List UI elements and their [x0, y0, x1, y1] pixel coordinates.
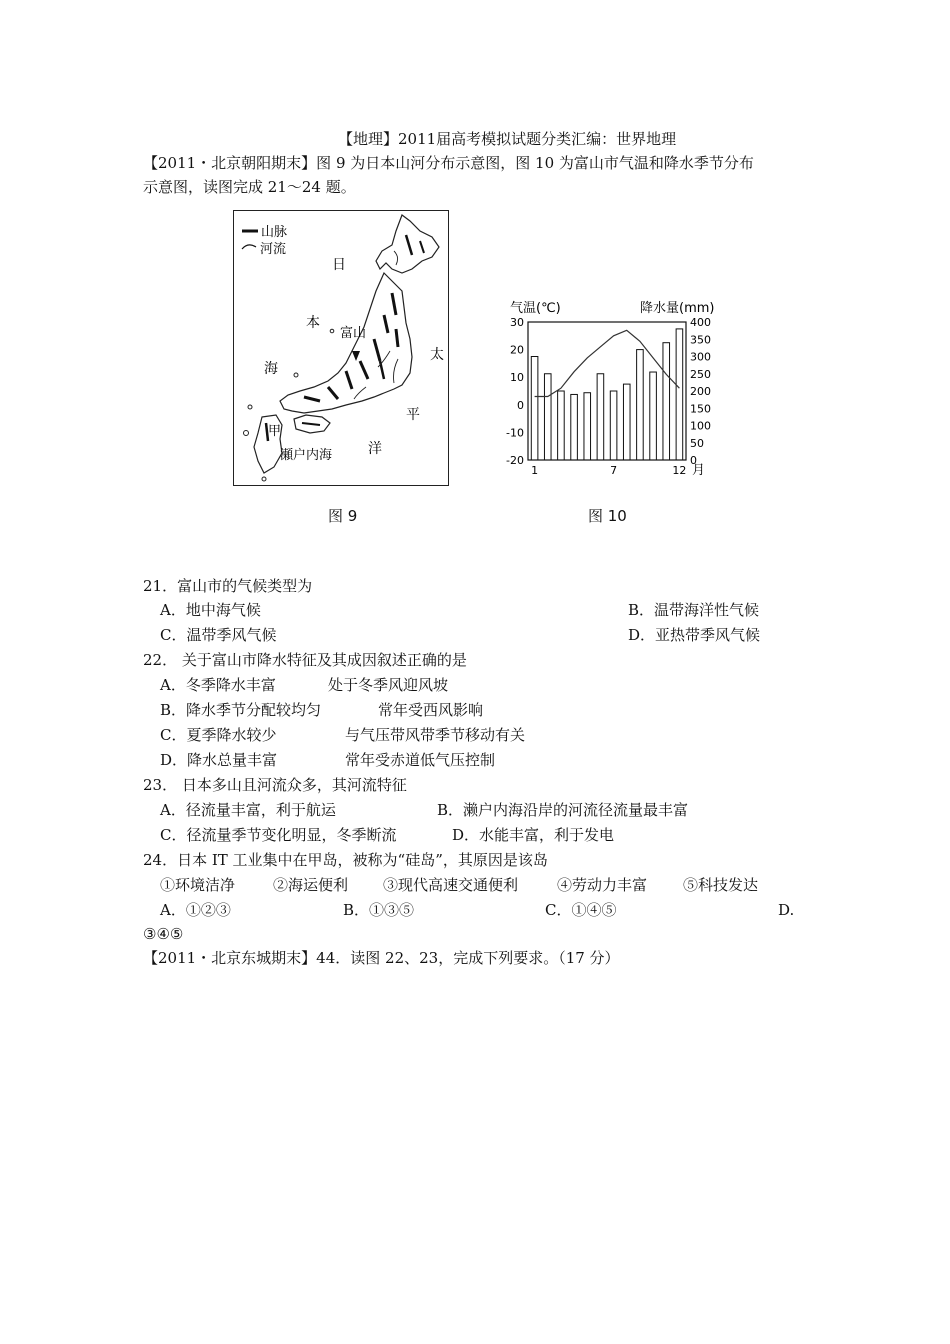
plot-frame [528, 322, 686, 460]
label-ben: 本 [306, 315, 320, 331]
label-hai: 海 [264, 361, 278, 377]
q22-stem: 22． 关于富山市降水特征及其成因叙述正确的是 [143, 651, 467, 669]
intro-line-2: 示意图，读图完成 21～24 题。 [143, 178, 356, 196]
q23-stem: 23． 日本多山且河流众多，其河流特征 [143, 776, 407, 794]
q21-option-a: A．地中海气候 [160, 601, 261, 619]
precipitation-bar [650, 372, 657, 460]
precipitation-bar [623, 384, 630, 460]
q24-option-d-continued: ③④⑤ [143, 925, 184, 943]
right-tick-label: 100 [690, 419, 711, 433]
q22-option-b-reason: 常年受西风影响 [378, 701, 484, 719]
q24-statement-1: ①环境洁净 [160, 876, 236, 894]
figure-9-caption: 图 9 [328, 507, 358, 525]
precipitation-bar [571, 394, 578, 460]
q21-option-b: B．温带海洋性气候 [628, 601, 760, 619]
q24-stem: 24．日本 IT 工业集中在甲岛，被称为“硅岛”，其原因是该岛 [143, 851, 548, 869]
left-axis-title: 气温(℃) [510, 301, 561, 316]
precipitation-bar [558, 391, 565, 460]
precipitation-bar [637, 350, 644, 460]
left-tick-label: -20 [506, 454, 524, 467]
climate-chart-svg [500, 292, 730, 482]
intro-line-1: 【2011・北京朝阳期末】图 9 为日本山河分布示意图，图 10 为富山市气温和降水季节分布 [143, 154, 754, 172]
q24-option-c: C．①④⑤ [545, 901, 617, 919]
legend-river-label: 河流 [260, 242, 287, 257]
q23-option-a: A．径流量丰富，利于航运 [160, 801, 336, 819]
legend-river-symbol [242, 245, 256, 249]
left-tick-label: 0 [517, 398, 524, 412]
right-tick-label: 400 [690, 316, 711, 329]
q22-option-b: B．降水季节分配较均匀 [160, 701, 322, 719]
q24-option-a: A．①②③ [160, 901, 231, 919]
q22-option-d: D．降水总量丰富 [160, 751, 278, 769]
q24-option-b: B．①③⑤ [343, 901, 415, 919]
label-tai: 太 [430, 347, 444, 363]
q22-option-a: A．冬季降水丰富 [160, 676, 276, 694]
precipitation-bar [676, 329, 683, 460]
toyama-marker [352, 351, 360, 361]
q22-option-c: C．夏季降水较少 [160, 726, 277, 744]
label-fushan: 富山 [340, 326, 367, 341]
q21-option-c: C．温带季风气候 [160, 626, 277, 644]
document-title: 【地理】2011届高考模拟试题分类汇编：世界地理 [338, 130, 677, 148]
right-tick-label: 0 [690, 454, 697, 467]
japan-map-svg [234, 211, 447, 484]
label-setonaikai: 瀬户内海 [280, 448, 333, 463]
right-axis-title: 降水量(mm) [640, 301, 715, 316]
q24-statement-3: ③现代高速交通便利 [383, 876, 519, 894]
label-yang: 洋 [368, 441, 382, 457]
right-tick-label: 300 [690, 350, 711, 364]
q24-option-d: D. [778, 901, 795, 919]
x-tick-label: 1 [531, 464, 539, 477]
q22-option-a-reason: 处于冬季风迎风坡 [328, 676, 449, 694]
figure-10-climate-chart [500, 292, 730, 486]
q23-option-c: C．径流量季节变化明显，冬季断流 [160, 826, 397, 844]
precipitation-bar [584, 393, 591, 460]
precipitation-bar [597, 374, 604, 460]
q23-option-d: D．水能丰富，利于发电 [452, 826, 615, 844]
left-tick-label: 20 [510, 343, 524, 357]
q21-option-d: D．亚热带季风气候 [628, 626, 761, 644]
left-tick-label: 30 [510, 316, 524, 329]
x-tick-label: 7 [610, 464, 618, 477]
figure-10-caption: 图 10 [588, 507, 627, 525]
q24-statement-4: ④劳动力丰富 [557, 876, 648, 894]
temperature-line [535, 330, 680, 396]
precipitation-bar [544, 374, 551, 460]
right-tick-label: 250 [690, 367, 711, 381]
left-tick-label: -10 [506, 426, 524, 440]
q21-stem: 21．富山市的气候类型为 [143, 577, 313, 595]
q24-statement-2: ②海运便利 [273, 876, 349, 894]
precipitation-bar [663, 343, 670, 460]
q24-statement-5: ⑤科技发达 [683, 876, 759, 894]
figure-9-japan-map [233, 210, 449, 486]
precipitation-bar [610, 391, 617, 460]
right-tick-label: 350 [690, 333, 711, 347]
label-ri: 日 [332, 257, 346, 273]
left-tick-label: 10 [510, 371, 524, 385]
label-ping: 平 [406, 407, 420, 423]
x-axis-unit: 月 [692, 463, 706, 478]
q23-option-b: B．濑户内海沿岸的河流径流量最丰富 [437, 801, 689, 819]
legend-mountain-label: 山脉 [261, 225, 288, 240]
right-tick-label: 150 [690, 402, 711, 416]
q22-option-c-reason: 与气压带风带季节移动有关 [345, 726, 526, 744]
q22-option-d-reason: 常年受赤道低气压控制 [345, 751, 496, 769]
right-tick-label: 50 [690, 436, 704, 450]
precipitation-bar [531, 357, 538, 461]
right-tick-label: 200 [690, 385, 711, 398]
x-tick-label: 12 [672, 464, 687, 477]
label-jia: 甲 [268, 424, 282, 439]
next-question-header: 【2011・北京东城期末】44．读图 22、23，完成下列要求。（17 分） [143, 949, 620, 967]
